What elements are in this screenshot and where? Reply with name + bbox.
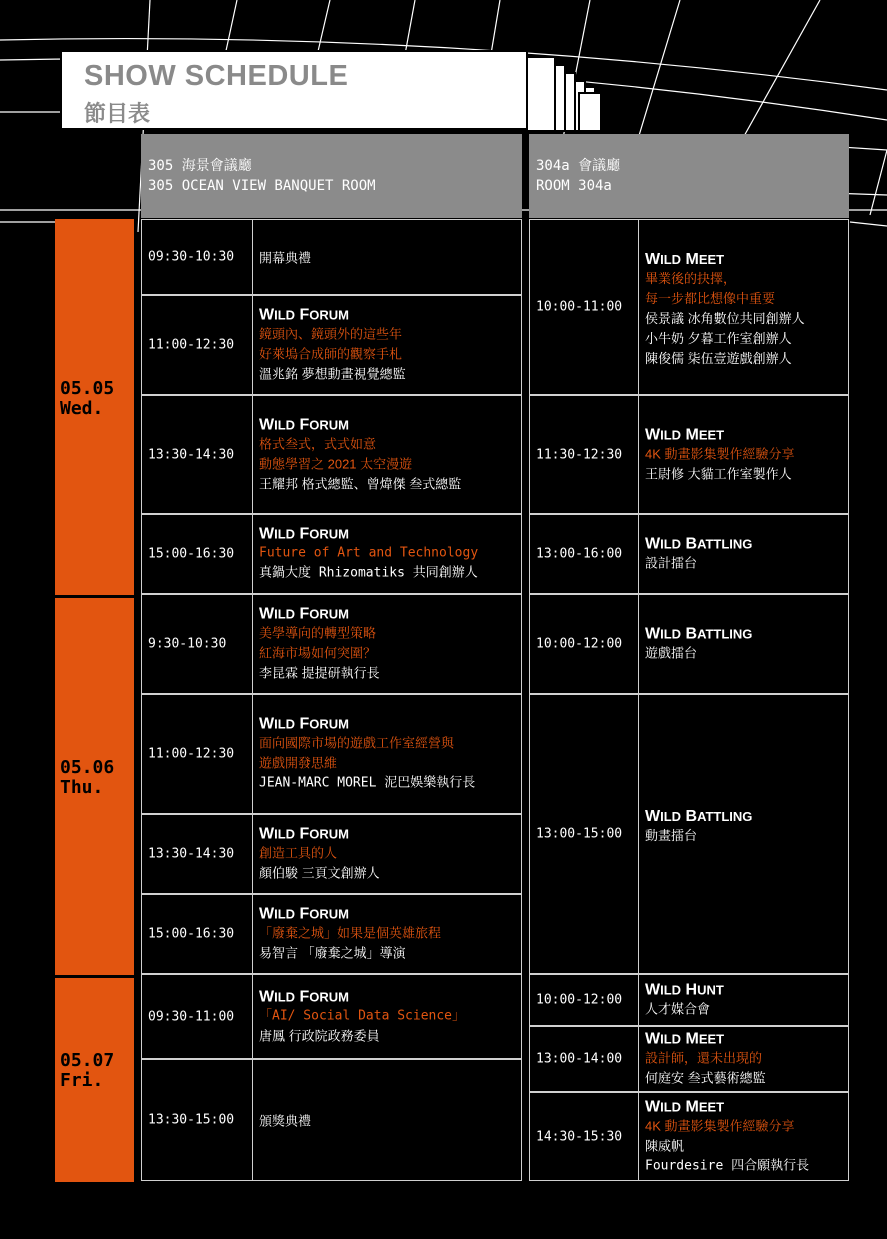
session-speaker: 遊戲擂台 (645, 645, 698, 661)
time-cell (529, 395, 639, 514)
session-details (645, 535, 844, 574)
day-column-0506 (55, 598, 134, 975)
session-details (645, 625, 844, 664)
session-type: WILD MEET (645, 426, 725, 443)
session-speaker: 真鍋大度 Rhizomatiks 共同創辦人 (259, 565, 478, 581)
session-speaker: Fourdesire 四合願執行長 (645, 1158, 810, 1173)
session-time: 10:00-12:00 (536, 992, 623, 1008)
session-type: WILD BATTLING (645, 625, 753, 643)
page-subtitle: 節目表 (84, 101, 151, 126)
time-cell (141, 514, 253, 594)
session-cell (638, 219, 849, 395)
time-cell (141, 894, 253, 974)
session-details (259, 987, 517, 1046)
session-topic: Future of Art and Technology (259, 545, 479, 561)
session-details (645, 250, 844, 369)
time-cell (141, 694, 253, 814)
session-details (645, 425, 844, 484)
session-details (645, 1030, 844, 1089)
session-time: 11:00-12:30 (148, 337, 235, 353)
session-type: WILD HUNT (645, 981, 724, 999)
session-speaker: 王耀邦 格式總監、曾煒傑 叁式總監 (259, 476, 462, 491)
session-details (259, 605, 517, 684)
session-type: WILD FORUM (259, 525, 349, 543)
session-speaker: 陳威帆 (645, 1138, 685, 1153)
room-305-name-en: 305 OCEAN VIEW BANQUET ROOM (148, 178, 376, 194)
session-time: 13:00-15:00 (536, 826, 623, 842)
time-cell (529, 694, 639, 974)
session-details (259, 525, 517, 584)
session-speaker: 陳俊儒 柒伍壹遊戲創辦人 (645, 351, 792, 366)
day-date: 05.05 (60, 378, 115, 399)
session-time: 15:00-16:30 (148, 546, 235, 562)
session-time: 13:30-15:00 (148, 1112, 235, 1128)
session-cell (638, 395, 849, 514)
session-details (645, 807, 844, 846)
session-topic: 紅海市場如何突圍？ (259, 645, 377, 661)
page-title: SHOW SCHEDULE (84, 60, 349, 92)
session-cell (252, 974, 522, 1059)
room-304a-name-en: ROOM 304a (536, 178, 612, 194)
session-topic: 4K 動畫影集製作經驗分享 (645, 446, 795, 461)
session-cell (252, 814, 522, 894)
session-cell (252, 594, 522, 694)
session-time: 09:30-11:00 (148, 1009, 235, 1024)
day-date: 05.07 (60, 1050, 115, 1071)
session-cell (252, 395, 522, 514)
session-details (645, 1097, 844, 1176)
day-weekday: Thu. (60, 777, 104, 798)
time-cell (141, 814, 253, 894)
session-details (259, 306, 517, 385)
session-cell (638, 594, 849, 694)
time-cell (529, 219, 639, 395)
day-column-0507 (55, 978, 134, 1182)
session-cell (638, 1092, 849, 1181)
session-time: 11:00-12:30 (148, 746, 235, 762)
session-details (259, 1111, 517, 1130)
time-cell (529, 594, 639, 694)
session-speaker: JEAN-MARC MOREL 泥巴娛樂執行長 (259, 775, 476, 791)
session-speaker: 何庭安 叁式藝術總監 (645, 1070, 766, 1086)
session-type: WILD FORUM (259, 416, 349, 433)
day-label-0506 (60, 758, 114, 798)
session-topic: 4K 動畫影集製作經驗分享 (645, 1118, 795, 1133)
session-speaker: 侯景議 冰角數位共同創辦人 (645, 311, 805, 326)
session-type: WILD BATTLING (645, 535, 753, 553)
session-name: 開幕典禮 (259, 250, 312, 266)
session-name: 頒獎典禮 (259, 1113, 312, 1129)
session-topic: 好萊塢合成師的觀察手札 (259, 346, 403, 362)
time-cell (141, 395, 253, 514)
session-type: WILD BATTLING (645, 808, 753, 825)
session-details (259, 715, 517, 794)
session-type: WILD FORUM (259, 825, 349, 843)
time-cell (141, 1059, 253, 1181)
session-cell (252, 694, 522, 814)
title-stack-card (578, 92, 602, 132)
session-topic: 「廢棄之城」如果是個英雄旅程 (259, 925, 442, 941)
session-topic: 鏡頭內、鏡頭外的這些年 (259, 326, 403, 342)
session-details (259, 248, 517, 267)
time-cell (141, 594, 253, 694)
session-topic: 設計師，還未出現的 (645, 1050, 763, 1066)
session-time: 14:30-15:30 (536, 1129, 623, 1144)
day-column-0505 (55, 219, 134, 595)
session-cell (252, 514, 522, 594)
session-cell (252, 894, 522, 974)
session-speaker: 溫兆銘 夢想動畫視覺總監 (259, 366, 406, 382)
session-details (259, 415, 517, 494)
session-type: WILD FORUM (259, 988, 349, 1005)
session-time: 09:30-10:30 (148, 249, 235, 265)
session-time: 13:00-14:00 (536, 1051, 623, 1067)
session-type: WILD FORUM (259, 306, 349, 324)
session-topic: 「AI/ Social Data Science」 (259, 1008, 466, 1023)
session-speaker: 小牛奶 夕暮工作室創辦人 (645, 331, 792, 346)
session-cell (252, 1059, 522, 1181)
session-time: 13:30-14:30 (148, 447, 235, 462)
session-time: 10:00-11:00 (536, 299, 623, 315)
time-cell (529, 1026, 639, 1092)
room-305-name-zh: 305 海景會議廳 (148, 158, 252, 174)
session-type: WILD FORUM (259, 715, 349, 733)
session-speaker: 王尉修 大貓工作室製作人 (645, 466, 792, 481)
session-details (645, 981, 844, 1020)
session-type: WILD MEET (645, 1030, 725, 1048)
title-card (60, 50, 528, 130)
session-time: 10:00-12:00 (536, 636, 623, 652)
room-header-304a (529, 134, 849, 218)
session-details (259, 825, 517, 884)
session-time: 15:00-16:30 (148, 926, 235, 942)
room-header-305 (141, 134, 522, 218)
session-topic: 創造工具的人 (259, 845, 338, 861)
session-topic: 每一步都比想像中重要 (645, 291, 776, 306)
session-topic: 畢業後的抉擇， (645, 271, 737, 286)
time-cell (141, 219, 253, 295)
session-details (259, 905, 517, 964)
title-stack-card (526, 56, 556, 132)
session-speaker: 顏伯駿 三頁文創辦人 (259, 865, 380, 881)
time-cell (529, 974, 639, 1026)
session-topic: 格式叁式，式式如意 (259, 436, 377, 451)
session-cell (638, 974, 849, 1026)
session-type: WILD MEET (645, 251, 725, 268)
session-topic: 面向國際市場的遊戲工作室經營與 (259, 735, 455, 751)
day-label-0505 (60, 379, 114, 419)
session-cell (252, 295, 522, 395)
session-type: WILD FORUM (259, 605, 349, 623)
session-cell (252, 219, 522, 295)
session-speaker: 唐鳳 行政院政務委員 (259, 1028, 380, 1043)
day-weekday: Fri. (60, 1070, 104, 1091)
day-label-0507 (60, 1051, 114, 1091)
time-cell (141, 974, 253, 1059)
time-cell (141, 295, 253, 395)
day-weekday: Wed. (60, 398, 104, 419)
session-speaker: 李昆霖 提提研執行長 (259, 665, 380, 681)
session-speaker: 設計擂台 (645, 555, 698, 571)
session-speaker: 人才媒合會 (645, 1001, 711, 1017)
session-time: 11:30-12:30 (536, 447, 623, 462)
session-time: 9:30-10:30 (148, 636, 227, 652)
session-topic: 美學導向的轉型策略 (259, 625, 377, 641)
session-time: 13:30-14:30 (148, 846, 235, 862)
time-cell (529, 514, 639, 594)
session-speaker: 易智言 「廢棄之城」導演 (259, 945, 406, 961)
day-date: 05.06 (60, 757, 115, 778)
session-topic: 遊戲開發思維 (259, 755, 338, 771)
session-time: 13:00-16:00 (536, 546, 623, 562)
session-speaker: 動畫擂台 (645, 828, 698, 843)
time-cell (529, 1092, 639, 1181)
session-cell (638, 1026, 849, 1092)
session-type: WILD FORUM (259, 905, 349, 923)
session-topic: 動態學習之 2021 太空漫遊 (259, 456, 413, 471)
session-cell (638, 514, 849, 594)
room-304a-name-zh: 304a 會議廳 (536, 158, 621, 174)
session-type: WILD MEET (645, 1098, 725, 1115)
session-cell (638, 694, 849, 974)
